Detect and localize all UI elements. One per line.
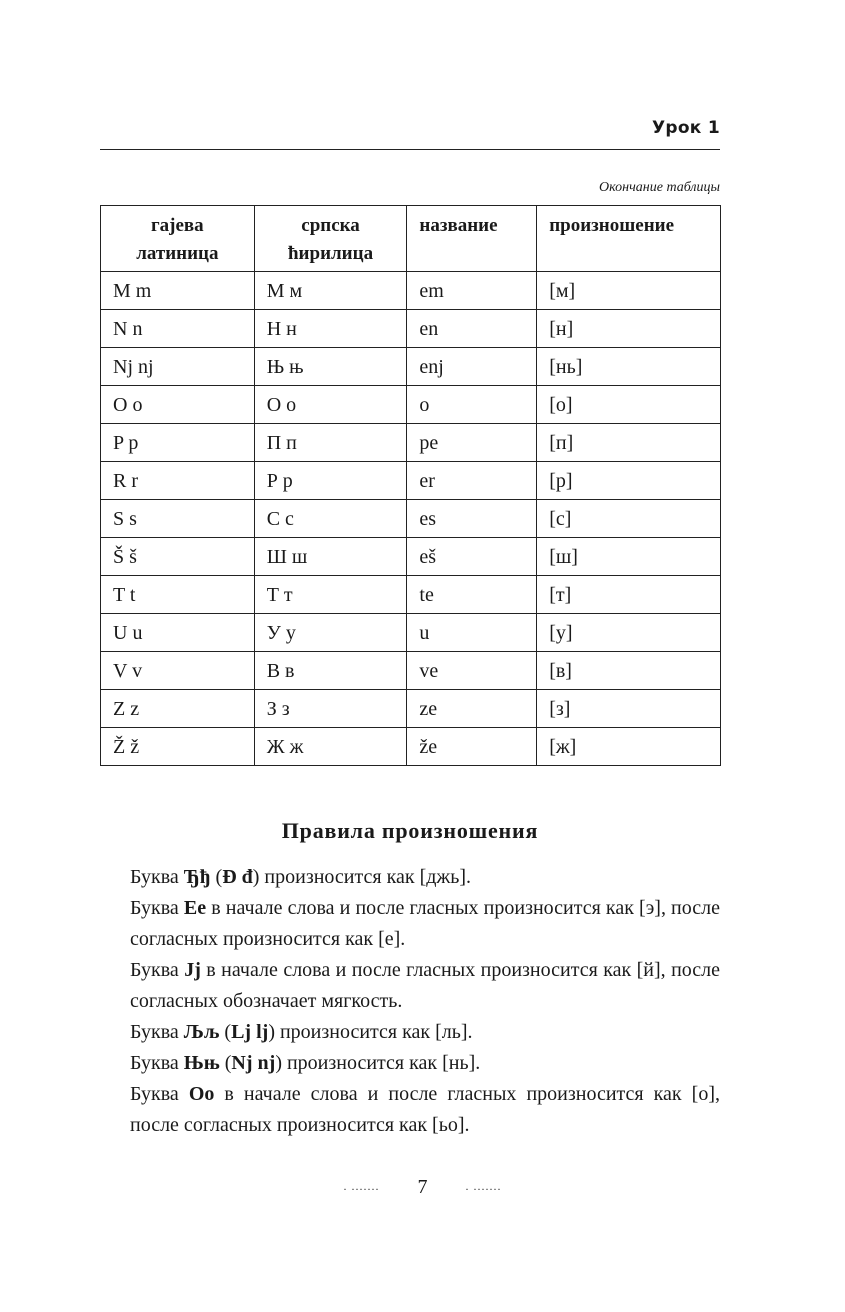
pronunciation-cell: [м] xyxy=(537,272,721,310)
rule-text: ) произносится как [ль]. xyxy=(268,1021,473,1043)
cyrillic-cell: О о xyxy=(254,386,407,424)
cyrillic-cell: Ш ш xyxy=(254,538,407,576)
rule-paragraph xyxy=(130,893,720,955)
rule-paragraph xyxy=(130,862,720,893)
header-rule xyxy=(100,149,720,150)
cyrillic-cell: У у xyxy=(254,614,407,652)
table-row xyxy=(101,348,721,386)
latin-cell: O o xyxy=(101,386,255,424)
name-cell: eš xyxy=(407,538,537,576)
name-cell: te xyxy=(407,576,537,614)
rule-paragraph xyxy=(130,1048,720,1079)
pronunciation-cell: [нь] xyxy=(537,348,721,386)
rule-text: в начале слова и после гласных произносится как [э], после согласных произносится как [е]. xyxy=(130,897,720,950)
table-row xyxy=(101,652,721,690)
latin-cell: N n xyxy=(101,310,255,348)
latin-cell: P p xyxy=(101,424,255,462)
running-head: Урок 1 xyxy=(651,118,720,138)
rule-letter: Ђђ xyxy=(183,866,211,888)
rule-letter: Љљ xyxy=(183,1021,220,1043)
header-cyrillic: српска ћирилица xyxy=(254,206,407,272)
name-cell: em xyxy=(407,272,537,310)
table-row xyxy=(101,690,721,728)
alphabet-table xyxy=(100,205,721,766)
rule-letter: Ee xyxy=(183,897,207,919)
pronunciation-cell: [у] xyxy=(537,614,721,652)
name-cell: ze xyxy=(407,690,537,728)
cyrillic-cell: З з xyxy=(254,690,407,728)
pronunciation-cell: [р] xyxy=(537,462,721,500)
page-number: 7 xyxy=(417,1176,428,1198)
cyrillic-cell: Н н xyxy=(254,310,407,348)
name-cell: že xyxy=(407,728,537,766)
pronunciation-rules xyxy=(130,862,720,1141)
table-row xyxy=(101,538,721,576)
pronunciation-cell: [в] xyxy=(537,652,721,690)
name-cell: enj xyxy=(407,348,537,386)
pronunciation-cell: [п] xyxy=(537,424,721,462)
name-cell: en xyxy=(407,310,537,348)
table-row xyxy=(101,310,721,348)
table-caption: Окончание таблицы xyxy=(599,180,720,195)
name-cell: o xyxy=(407,386,537,424)
rule-text: ( xyxy=(219,1021,232,1043)
rule-paragraph xyxy=(130,955,720,1017)
cyrillic-cell: Њ њ xyxy=(254,348,407,386)
rule-text: Буква xyxy=(130,1083,189,1105)
table-row xyxy=(101,272,721,310)
rule-text: Буква xyxy=(130,1021,184,1043)
name-cell: pe xyxy=(407,424,537,462)
rule-text: Буква xyxy=(130,866,184,888)
pronunciation-cell: [т] xyxy=(537,576,721,614)
rule-text: ) произносится как [нь]. xyxy=(275,1052,481,1074)
rule-letter: Jj xyxy=(184,959,201,981)
latin-cell: Ž ž xyxy=(101,728,255,766)
name-cell: er xyxy=(407,462,537,500)
rule-text: Буква xyxy=(130,1052,184,1074)
cyrillic-cell: М м xyxy=(254,272,407,310)
rule-letter: Nj nj xyxy=(231,1052,276,1074)
name-cell: ve xyxy=(407,652,537,690)
rule-text: ) произносится как [джь]. xyxy=(252,866,472,888)
cyrillic-cell: Т т xyxy=(254,576,407,614)
cyrillic-cell: П п xyxy=(254,424,407,462)
header-name: название xyxy=(407,206,537,272)
latin-cell: M m xyxy=(101,272,255,310)
name-cell: es xyxy=(407,500,537,538)
table-row xyxy=(101,576,721,614)
rule-text: в начале слова и после гласных произносится как [о], после согласных произносится как [ьо]. xyxy=(130,1083,720,1136)
table-header-row xyxy=(101,206,721,272)
latin-cell: S s xyxy=(101,500,255,538)
table-row xyxy=(101,462,721,500)
cyrillic-cell: В в xyxy=(254,652,407,690)
rule-paragraph xyxy=(130,1079,720,1141)
latin-cell: Š š xyxy=(101,538,255,576)
table-row xyxy=(101,500,721,538)
pronunciation-cell: [з] xyxy=(537,690,721,728)
table-row xyxy=(101,614,721,652)
rule-text: Буква xyxy=(130,959,185,981)
latin-cell: V v xyxy=(101,652,255,690)
table-row xyxy=(101,728,721,766)
cyrillic-cell: Ж ж xyxy=(254,728,407,766)
footer-dots-right: . ....... xyxy=(465,1179,502,1193)
latin-cell: Nj nj xyxy=(101,348,255,386)
latin-cell: Z z xyxy=(101,690,255,728)
header-pronunciation: произношение xyxy=(537,206,721,272)
pronunciation-cell: [ж] xyxy=(537,728,721,766)
pronunciation-cell: [о] xyxy=(537,386,721,424)
footer-dots-left: . ....... xyxy=(343,1179,380,1193)
rule-letter: Đ đ xyxy=(222,866,253,888)
rule-letter: Њњ xyxy=(183,1052,220,1074)
section-title: Правила произношения xyxy=(281,818,539,843)
latin-cell: U u xyxy=(101,614,255,652)
latin-cell: R r xyxy=(101,462,255,500)
table-body xyxy=(101,272,721,766)
header-latin: гајева латиница xyxy=(101,206,255,272)
rule-text: в начале слова и после гласных произносится как [й], после согласных обозначает мягкость. xyxy=(130,959,720,1012)
rule-letter: Oo xyxy=(188,1083,215,1105)
pronunciation-cell: [н] xyxy=(537,310,721,348)
table-row xyxy=(101,386,721,424)
page-footer xyxy=(0,1176,845,1199)
cyrillic-cell: Р р xyxy=(254,462,407,500)
rule-letter: Lj lj xyxy=(231,1021,269,1043)
table-row xyxy=(101,424,721,462)
rule-text: ( xyxy=(219,1052,232,1074)
pronunciation-cell: [с] xyxy=(537,500,721,538)
name-cell: u xyxy=(407,614,537,652)
rule-text: Буква xyxy=(130,897,184,919)
cyrillic-cell: С с xyxy=(254,500,407,538)
pronunciation-cell: [ш] xyxy=(537,538,721,576)
rule-text: ( xyxy=(210,866,223,888)
latin-cell: T t xyxy=(101,576,255,614)
rule-paragraph xyxy=(130,1017,720,1048)
